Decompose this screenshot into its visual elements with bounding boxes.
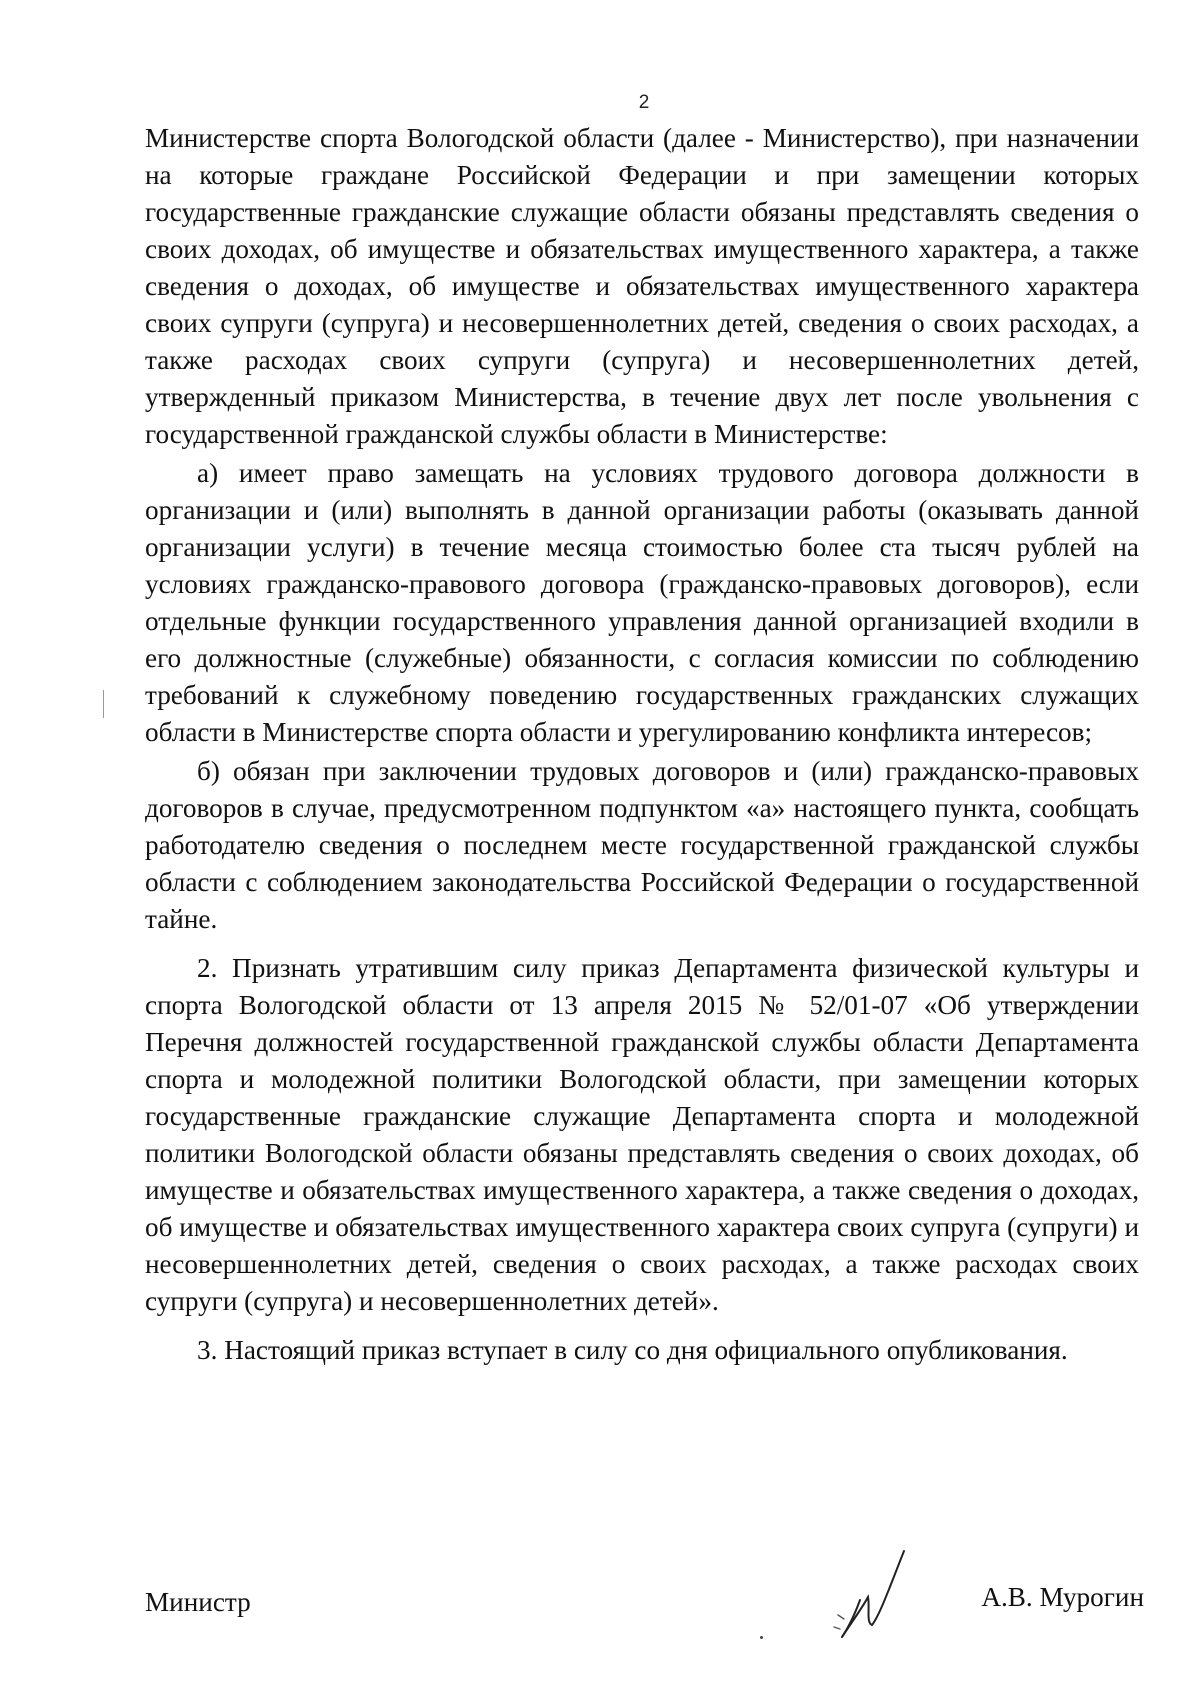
margin-mark [103,690,104,718]
paragraph-subitem-b: б) обязан при заключении трудовых договоров и (или) гражданско-правовых договоров в случае, предусмотренном подпунктом «а» настоящего пункта, сообщать работодателю сведения о последнем месте государственной гражданской службы области с соблюдением законодательства Российской Федерации о государственной тайне. [145,756,1139,934]
stray-dot [760,1636,763,1639]
page-number: 2 [638,92,650,113]
paragraph-continuation: Министерстве спорта Вологодской области (далее - Министерство), при назначении на которые граждане Российской Федерации и при замещении которых государственные гражданские служащие области обязаны представлять сведения о своих доходах, об имуществе и обязательствах имущественного характера, а также сведения о доходах, об имуществе и обязательствах имущественного характера своих супруги (супруга) и несовершеннолетних детей, сведения о своих расходах, а также расходах своих супруги (супруга) и несовершеннолетних детей, утвержденный приказом Министерства, в течение двух лет после увольнения с государственной гражданской службы области в Министерстве: [145,123,1139,449]
paragraph-item-3: 3. Настоящий приказ вступает в силу со дня официального опубликования. [197,1335,1068,1365]
paragraph-subitem-a: а) имеет право замещать на условиях трудового договора должности в организации и (или) выполнять в данной организации работы (оказывать данной организации услуги) в течение месяца стоимостью более ста тысяч рублей на условиях гражданско-правового договора (гражданско-правовых договоров), если отдельные функции государственного управления данной организацией входили в его должностные (служебные) обязанности, с согласия комиссии по соблюдению требований к служебному поведению государственных гражданских служащих области в Министерстве спорта области и урегулированию конфликта интересов; [145,458,1139,747]
signatory-name: А.В. Мурогин [981,1582,1144,1612]
paragraph-item-2: 2. Признать утратившим силу приказ Департамента физической культуры и спорта Вологодской области от 13 апреля 2015 № 52/01-07 «Об утверждении Перечня должностей государственной гражданской службы области Департамента спорта и молодежной политики Вологодской области, при замещении которых государственные гражданские служащие Департамента спорта и молодежной политики Вологодской области обязаны представлять сведения о своих доходах, об имуществе и обязательствах имущественного характера, а также сведения о доходах, об имуществе и обязательствах имущественного характера своих супруга (супруги) и несовершеннолетних детей, сведения о своих расходах, а также расходах своих супруги (супруга) и несовершеннолетних детей». [145,953,1139,1316]
signatory-position: Министр [145,1587,251,1617]
handwritten-signature-icon [820,1545,910,1645]
document-body [145,120,1139,1369]
